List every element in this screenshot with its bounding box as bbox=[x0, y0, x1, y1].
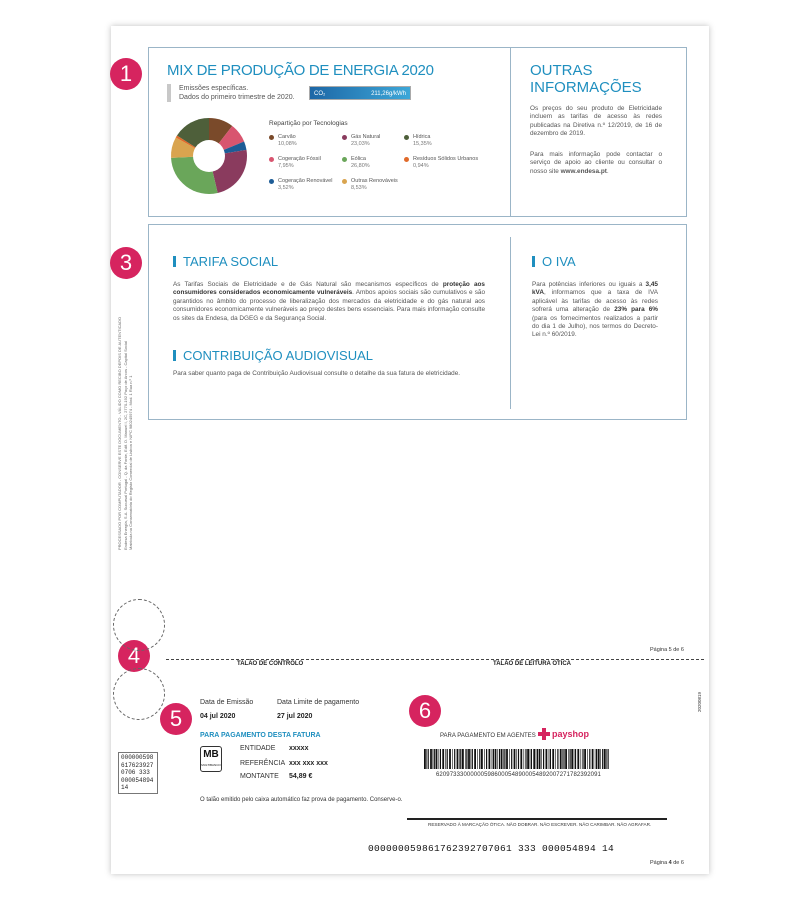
montante-value: 54,89 € bbox=[289, 773, 313, 780]
barcode-bar bbox=[465, 749, 466, 769]
barcode-bar bbox=[546, 749, 548, 769]
legend-value: 0,94% bbox=[413, 163, 429, 169]
barcode-bar bbox=[449, 749, 451, 769]
legend-value: 3,52% bbox=[278, 185, 294, 191]
outras-title-line1: OUTRAS bbox=[530, 62, 593, 79]
barcode-number: 62097333000000598600054890005489200727178239209​1 bbox=[436, 772, 601, 778]
barcode-bar bbox=[524, 749, 525, 769]
barcode-bar bbox=[506, 749, 508, 769]
barcode-bar bbox=[501, 749, 503, 769]
legend-item bbox=[278, 134, 297, 148]
barcode-bar bbox=[504, 749, 505, 769]
legend-value: 26,80% bbox=[351, 163, 370, 169]
barcode-bar bbox=[511, 749, 512, 769]
legend-value: 7,95% bbox=[278, 163, 294, 169]
tear-line bbox=[166, 659, 704, 660]
control-stub-box bbox=[118, 752, 158, 794]
side-text-line1: PROCESSADO POR COMPUTADOR - CONSERVE ESTE DOCUMENTO - VÁLIDO COMO RECIBO DEPOIS DE AUTENTICADO bbox=[117, 316, 122, 550]
mix-subtitle bbox=[167, 84, 295, 102]
co2-value: 211,26g/kWh bbox=[371, 91, 406, 97]
co2-label: CO₂ bbox=[314, 91, 326, 97]
barcode-bar bbox=[608, 749, 609, 769]
montante-label: MONTANTE bbox=[240, 773, 279, 780]
endesa-link[interactable]: www.endesa.pt bbox=[560, 167, 607, 175]
barcode-bar bbox=[499, 749, 500, 769]
legend-item bbox=[278, 156, 321, 170]
barcode-bar bbox=[477, 749, 478, 769]
barcode-bar bbox=[445, 749, 446, 769]
badge-3: 3 bbox=[110, 247, 142, 279]
barcode-bar bbox=[454, 749, 455, 769]
barcode-bar bbox=[481, 749, 483, 769]
barcode-bar bbox=[472, 749, 473, 769]
barcode-bar bbox=[550, 749, 551, 769]
talao-controlo-label: TALÃO DE CONTROLO bbox=[237, 661, 304, 667]
barcode-bar bbox=[457, 749, 459, 769]
contrib-title: CONTRIBUIÇÃO AUDIOVISUAL bbox=[173, 348, 373, 363]
tarifa-text bbox=[173, 281, 485, 323]
barcode-bar bbox=[433, 749, 434, 769]
badge-4: 4 bbox=[118, 640, 150, 672]
barcode-bar bbox=[436, 749, 438, 769]
barcode-bar bbox=[514, 749, 516, 769]
outras-paragraph-1: Os preços do seu produto de Eletricidade incluem as tarifas de acesso às redes publicadas na Diretiva n.º 12/2019, de 16 de dezembro de 2019. bbox=[530, 105, 662, 137]
barcode-bar bbox=[438, 749, 439, 769]
mb-text: MB bbox=[203, 749, 219, 760]
barcode-bar bbox=[430, 749, 432, 769]
barcode-bar bbox=[552, 749, 554, 769]
agents-label: PARA PAGAMENTO EM AGENTES bbox=[440, 733, 536, 739]
barcode-bar bbox=[565, 749, 567, 769]
entidade-value: xxxxx bbox=[289, 745, 309, 752]
barcode-bar bbox=[459, 749, 460, 769]
legend-name: Outras Renováveis bbox=[351, 178, 398, 184]
payshop-brand: payshop bbox=[552, 729, 590, 739]
barcode-bar bbox=[533, 749, 535, 769]
barcode-bar bbox=[516, 749, 517, 769]
energy-donut-chart bbox=[169, 116, 249, 196]
barcode-bar bbox=[520, 749, 522, 769]
badge-6: 6 bbox=[409, 695, 441, 727]
barcode-bar bbox=[486, 749, 487, 769]
iva-t5: (para os fornecimentos realizados a partir do dia 1 de Julho), nos termos do Decreto-Lei n.º 60/2019. bbox=[532, 314, 658, 339]
legend-item bbox=[413, 134, 432, 148]
barcode-bar bbox=[466, 749, 467, 769]
legend-value: 10,08% bbox=[278, 141, 297, 147]
legend-name: Eólica bbox=[351, 156, 366, 162]
barcode-bar bbox=[452, 749, 453, 769]
barcode-bar bbox=[568, 749, 569, 769]
legend-swatch bbox=[342, 157, 347, 162]
barcode-bar bbox=[442, 749, 444, 769]
legend-swatch bbox=[342, 179, 347, 184]
barcode-bar bbox=[592, 749, 594, 769]
talao-leitura-label: TALÃO DE LEITURA ÓTICA bbox=[493, 661, 571, 667]
legend-name: Cogeração Fóssil bbox=[278, 156, 321, 162]
barcode-bar bbox=[570, 749, 571, 769]
legend-swatch bbox=[404, 135, 409, 140]
legend-swatch bbox=[342, 135, 347, 140]
co2-bar bbox=[309, 86, 411, 100]
legend-name: Carvão bbox=[278, 134, 296, 140]
talao-side-code: 20200819 bbox=[697, 691, 702, 712]
barcode-bar bbox=[606, 749, 607, 769]
payment-title: PARA PAGAMENTO DESTA FATURA bbox=[200, 732, 321, 739]
barcode-bar bbox=[587, 749, 588, 769]
legend-value: 8,53% bbox=[351, 185, 367, 191]
legend-item bbox=[413, 156, 478, 170]
barcode-bar bbox=[557, 749, 558, 769]
tarifa-t1: As Tarifas Sociais de Eletricidade e de Gás Natural são mecanismos específicos de bbox=[173, 281, 443, 288]
barcode-bar bbox=[598, 749, 600, 769]
barcode-bar bbox=[536, 749, 537, 769]
iva-t1: Para potências inferiores ou iguais a bbox=[532, 281, 646, 288]
legend-item bbox=[351, 134, 380, 148]
tarifa-t2: proteção aos consumidores considerados economicamente vulneráveis bbox=[173, 281, 485, 297]
info-divider bbox=[510, 237, 511, 409]
barcode-bar bbox=[527, 749, 529, 769]
reserved-text: RESERVADO À MARCAÇÃO ÓTICA. NÃO DOBRAR. NÃO ESCREVER. NÃO CARIMBAR. NÃO AGRAFAR. bbox=[428, 822, 652, 827]
repartition-title: Repartição por Tecnologias bbox=[269, 120, 348, 127]
barcode-bar bbox=[447, 749, 448, 769]
barcode-bar bbox=[562, 749, 563, 769]
tarifa-t3: . Ambos apoios sociais são cumulativos e são garantidos no âmbito do processo de liberalização dos mercados da eletricidade e do gás natural aos consumidores economicamente vulneráveis ao preço destes bens essenciais. Para mais informação consulte os sites da Endesa, da DGEG e da Segurança Social. bbox=[173, 289, 485, 322]
punch-circle-top bbox=[113, 599, 165, 651]
barcode-bar bbox=[489, 749, 491, 769]
mix-sub-line1: Emissões específicas. bbox=[179, 85, 249, 92]
barcode-bar bbox=[428, 749, 429, 769]
stub-line: 617623927 bbox=[121, 761, 154, 769]
info-panel bbox=[148, 224, 687, 420]
barcode-bar bbox=[497, 749, 498, 769]
multibanco-logo bbox=[200, 746, 222, 772]
page4-suffix: de 6 bbox=[671, 860, 684, 866]
outras-title-line2: INFORMAÇÕES bbox=[530, 79, 642, 96]
legend-name: Cogeração Renovável bbox=[278, 178, 333, 184]
page4-prefix: Página bbox=[650, 860, 669, 866]
page-marker-4 bbox=[650, 860, 684, 866]
outras-p2-end: . bbox=[606, 167, 609, 175]
energy-mix-panel bbox=[148, 47, 687, 217]
legend-name: Hídrica bbox=[413, 134, 431, 140]
barcode-bar bbox=[582, 749, 583, 769]
barcode-bar bbox=[460, 749, 461, 769]
ocr-line: 000000059861762392707061 333 000054894 14 bbox=[368, 843, 615, 854]
side-text-line2: Endesa Energía, S.A. Sucursal Portugal - Q. da Fonte, Edif. D. Manuel I, 2C, 2770-192 Paço de Arcos - Capital Social bbox=[123, 341, 128, 550]
barcode-bar bbox=[541, 749, 542, 769]
punch-circle-bottom bbox=[113, 668, 165, 720]
barcode-bar bbox=[471, 749, 472, 769]
barcode-bar bbox=[577, 749, 579, 769]
legend-swatch bbox=[269, 157, 274, 162]
badge-1: 1 bbox=[110, 58, 142, 90]
barcode-bar bbox=[589, 749, 590, 769]
legend-swatch bbox=[404, 157, 409, 162]
emissao-label: Data de Emissão bbox=[200, 699, 254, 706]
payshop-icon bbox=[538, 728, 550, 740]
tarifa-title: TARIFA SOCIAL bbox=[173, 254, 278, 269]
legend-item bbox=[351, 178, 398, 192]
referencia-label: REFERÊNCIA bbox=[240, 760, 286, 767]
barcode-bar bbox=[468, 749, 470, 769]
emissao-value: 04 jul 2020 bbox=[200, 713, 236, 720]
stub-line: 000000598 bbox=[121, 754, 154, 761]
barcode-bar bbox=[531, 749, 532, 769]
barcode-bar bbox=[518, 749, 519, 769]
barcode-bar bbox=[434, 749, 435, 769]
barcode-bar bbox=[596, 749, 597, 769]
badge-5: 5 bbox=[160, 703, 192, 735]
barcode-bar bbox=[571, 749, 573, 769]
iva-title: O IVA bbox=[532, 254, 576, 269]
legend-name: Resíduos Sólidos Urbanos bbox=[413, 156, 479, 162]
barcode-bar bbox=[484, 749, 485, 769]
barcode-bar bbox=[509, 749, 510, 769]
entidade-label: ENTIDADE bbox=[240, 745, 276, 752]
reserved-line bbox=[407, 818, 667, 820]
barcode-bar bbox=[474, 749, 476, 769]
page-marker-5: Página 5 de 6 bbox=[650, 647, 684, 653]
barcode-bar bbox=[426, 749, 427, 769]
barcode-bar bbox=[602, 749, 603, 769]
barcode-bar bbox=[440, 749, 441, 769]
limite-value: 27 jul 2020 bbox=[277, 713, 313, 720]
barcode-bar bbox=[424, 749, 426, 769]
page4-number: 4 bbox=[668, 860, 672, 866]
limite-label: Data Limite de pagamento bbox=[277, 699, 360, 706]
barcode-bar bbox=[530, 749, 531, 769]
barcode-bar bbox=[503, 749, 504, 769]
barcode-bar bbox=[581, 749, 582, 769]
iva-text bbox=[532, 281, 658, 340]
legend-name: Gás Natural bbox=[351, 134, 381, 140]
barcode-bar bbox=[462, 749, 464, 769]
mix-title: MIX DE PRODUÇÃO DE ENERGIA 2020 bbox=[167, 62, 434, 79]
legend-item bbox=[351, 156, 370, 170]
barcode-bar bbox=[495, 749, 497, 769]
barcode-bar bbox=[584, 749, 586, 769]
legend-swatch bbox=[269, 135, 274, 140]
mb-subtext: MULTIBANCO bbox=[201, 763, 221, 767]
barcode-bar bbox=[560, 749, 562, 769]
outras-p2-text: Para mais informação pode contactar o serviço de apoio ao cliente ou consultar o nosso site bbox=[530, 151, 662, 175]
payment-note: O talão emitido pelo caixa automático faz prova de pagamento. Conserve-o. bbox=[200, 797, 403, 803]
iva-t2: 3,45 kVA bbox=[532, 281, 658, 297]
barcode-bar bbox=[492, 749, 493, 769]
mix-sub-line2: Dados do primeiro trimestre de 2020. bbox=[179, 94, 295, 101]
iva-t4: 23% para 6% bbox=[614, 306, 658, 314]
barcode-bar bbox=[574, 749, 575, 769]
barcode-bar bbox=[575, 749, 576, 769]
barcode bbox=[424, 749, 610, 769]
barcode-bar bbox=[549, 749, 550, 769]
barcode-bar bbox=[600, 749, 601, 769]
iva-t3: , informamos que a taxa de IVA aplicável às tarifas de acesso às redes sofrerá uma alteração de bbox=[532, 289, 658, 314]
legend-value: 23,03% bbox=[351, 141, 370, 147]
outras-paragraph-2 bbox=[530, 151, 662, 176]
stub-line: 14 bbox=[121, 784, 129, 791]
stub-line: 0706 333 bbox=[121, 769, 150, 776]
legend-swatch bbox=[269, 179, 274, 184]
barcode-bar bbox=[555, 749, 556, 769]
side-legal-text bbox=[117, 270, 131, 560]
contrib-text: Para saber quanto paga de Contribuição Audiovisual consulte o detalhe da sua fatura de eletricidade. bbox=[173, 370, 461, 377]
stub-line: 000054894 bbox=[121, 776, 154, 784]
barcode-bar bbox=[563, 749, 564, 769]
barcode-bar bbox=[604, 749, 606, 769]
legend-item bbox=[278, 178, 332, 192]
barcode-bar bbox=[537, 749, 538, 769]
barcode-bar bbox=[539, 749, 541, 769]
barcode-bar bbox=[543, 749, 544, 769]
barcode-bar bbox=[525, 749, 526, 769]
panel-divider bbox=[510, 48, 511, 216]
referencia-value: xxx xxx xxx bbox=[289, 760, 328, 767]
barcode-bar bbox=[493, 749, 494, 769]
barcode-bar bbox=[479, 749, 480, 769]
side-text-line3: Matrícula na Conservatória do Registo Comercial de Lisboa e NIPC 980245974 - Mod. 1 Rua n.º 1 bbox=[128, 375, 133, 550]
barcode-bar bbox=[595, 749, 596, 769]
outras-title bbox=[530, 62, 642, 96]
legend-value: 15,35% bbox=[413, 141, 432, 147]
